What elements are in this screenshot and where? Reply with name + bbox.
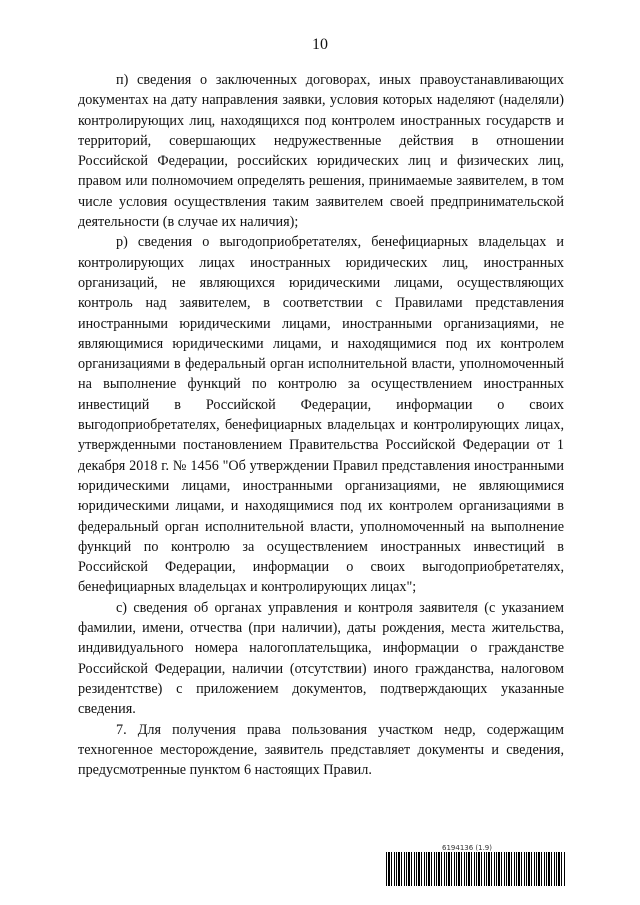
document-body	[78, 70, 564, 780]
document-code: 6194136 (1.9)	[442, 844, 492, 852]
paragraph-r: р) сведения о выгодоприобретателях, бенефициарных владельцах и контролирующих лицах иностранных юридических лиц, иностранных организаций, не являющихся юридическими лицами, осуществляющих контроль над заявителем, в соответствии с Правилами представления иностранными юридическими лицами, иностранными организациями, не являющимися юридическими лицами, и находящимися под их контролем организациями в федеральный орган исполнительной власти, уполномоченный на выполнение функций по контролю за осуществлением иностранных инвестиций в Российской Федерации, информации о своих выгодоприобретателях, бенефициарных владельцах и контролирующих лицах, утвержденными постановлением Правительства Российской Федерации от 1 декабря 2018 г. № 1456 "Об утверждении Правил представления иностранными юридическими лицами, иностранными организациями, не являющимися юридическими лицами, и находящимися под их контролем организациями в федеральный орган исполнительной власти, уполномоченный на выполнение функций по контролю за осуществлением иностранных инвестиций в Российской Федерации, информации о своих выгодоприобретателях, бенефициарных владельцах и контролирующих лицах";	[78, 234, 564, 596]
paragraph-s: с) сведения об органах управления и контроля заявителя (с указанием фамилии, имени, отчества (при наличии), даты рождения, места жительства, индивидуального номера налогоплательщика, информации о гражданстве Российской Федерации, наличии (отсутствии) иного гражданства, налоговом резидентстве) с приложением документов, подтверждающих указанные сведения.	[78, 599, 564, 718]
paragraph-p: п) сведения о заключенных договорах, иных правоустанавливающих документах на дату направления заявки, условия которых наделяют (наделяли) контролирующих лиц, находящихся под контролем иностранных государств и территорий, совершающих недружественные действия в отношении Российской Федерации, российских юридических лиц и физических лиц, правом или полномочием определять решения, принимаемые заявителем, в том числе условия осуществления таким заявителем своей предпринимательской деятельности (в случае их наличия);	[78, 72, 564, 231]
page-number: 10	[312, 36, 328, 53]
paragraph-7: 7. Для получения права пользования участком недр, содержащим техногенное месторождение, заявитель представляет документы и сведения, предусмотренные пунктом 6 настоящих Правил.	[78, 721, 564, 779]
barcode	[386, 852, 566, 886]
